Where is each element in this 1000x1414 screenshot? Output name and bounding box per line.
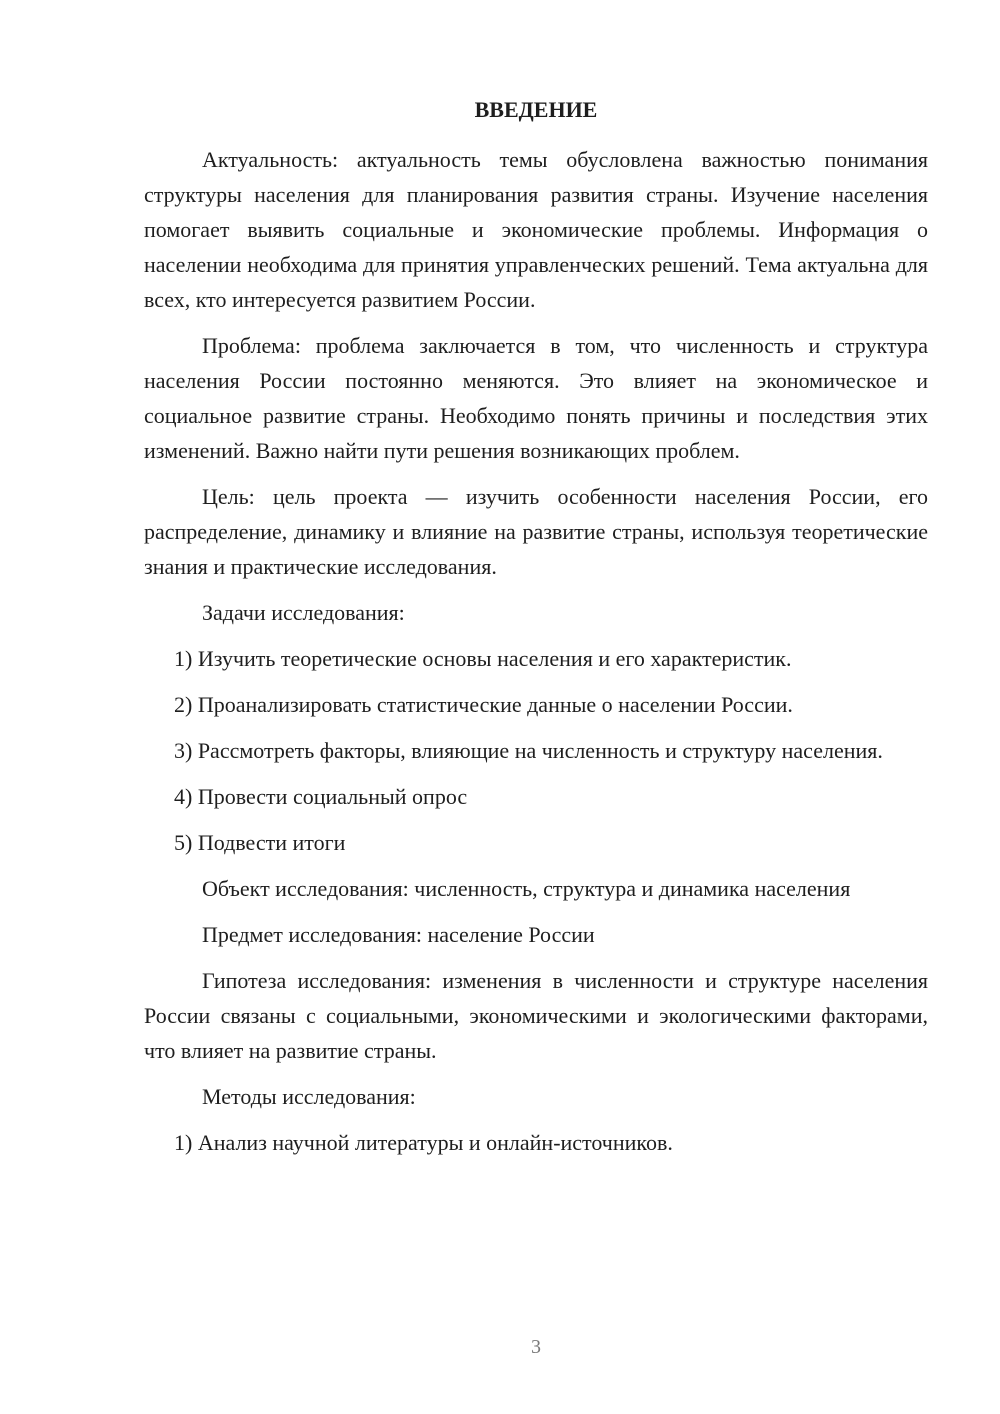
paragraph-hypothesis: Гипотеза исследования: изменения в численности и структуре населения России связаны с социальными, экономическими и экологическими факторами, что влияет на развитие страны. xyxy=(144,968,928,1063)
list-item-task-1: 1) Изучить теоретические основы населения и его характеристик. xyxy=(174,646,792,671)
paragraph-methods-heading: Методы исследования: xyxy=(202,1084,416,1109)
section-heading: ВВЕДЕНИЕ xyxy=(474,97,598,122)
list-item-task-4: 4) Провести социальный опрос xyxy=(174,784,468,809)
paragraph-problem: Проблема: проблема заключается в том, что численность и структура населения России постоянно меняются. Это влияет на экономическое и социальное развитие страны. Необходимо понять причины и последствия этих изменений. Важно найти пути решения возникающих проблем. xyxy=(144,333,928,463)
body-text xyxy=(144,142,928,1171)
paragraph-subject: Предмет исследования: население России xyxy=(202,922,595,947)
list-item-task-2: 2) Проанализировать статистические данные о населении России. xyxy=(174,692,793,717)
paragraph-relevance: Актуальность: актуальность темы обусловлена важностью понимания структуры населения для планирования развития страны. Изучение населения помогает выявить социальные и экономические проблемы. Информация о населении необходима для принятия управленческих решений. Тема актуальна для всех, кто интересуется развитием России. xyxy=(144,147,928,312)
paragraph-tasks-heading: Задачи исследования: xyxy=(202,600,405,625)
list-item-task-5: 5) Подвести итоги xyxy=(174,830,346,855)
paragraph-object: Объект исследования: численность, структура и динамика населения xyxy=(202,876,851,901)
page-number: 3 xyxy=(531,1336,541,1358)
list-item-task-3: 3) Рассмотреть факторы, влияющие на численность и структуру населения. xyxy=(174,738,883,763)
list-item-method-1: 1) Анализ научной литературы и онлайн-источников. xyxy=(174,1130,673,1155)
paragraph-goal: Цель: цель проекта — изучить особенности населения России, его распределение, динамику и влияние на развитие страны, используя теоретические знания и практические исследования. xyxy=(144,484,928,579)
